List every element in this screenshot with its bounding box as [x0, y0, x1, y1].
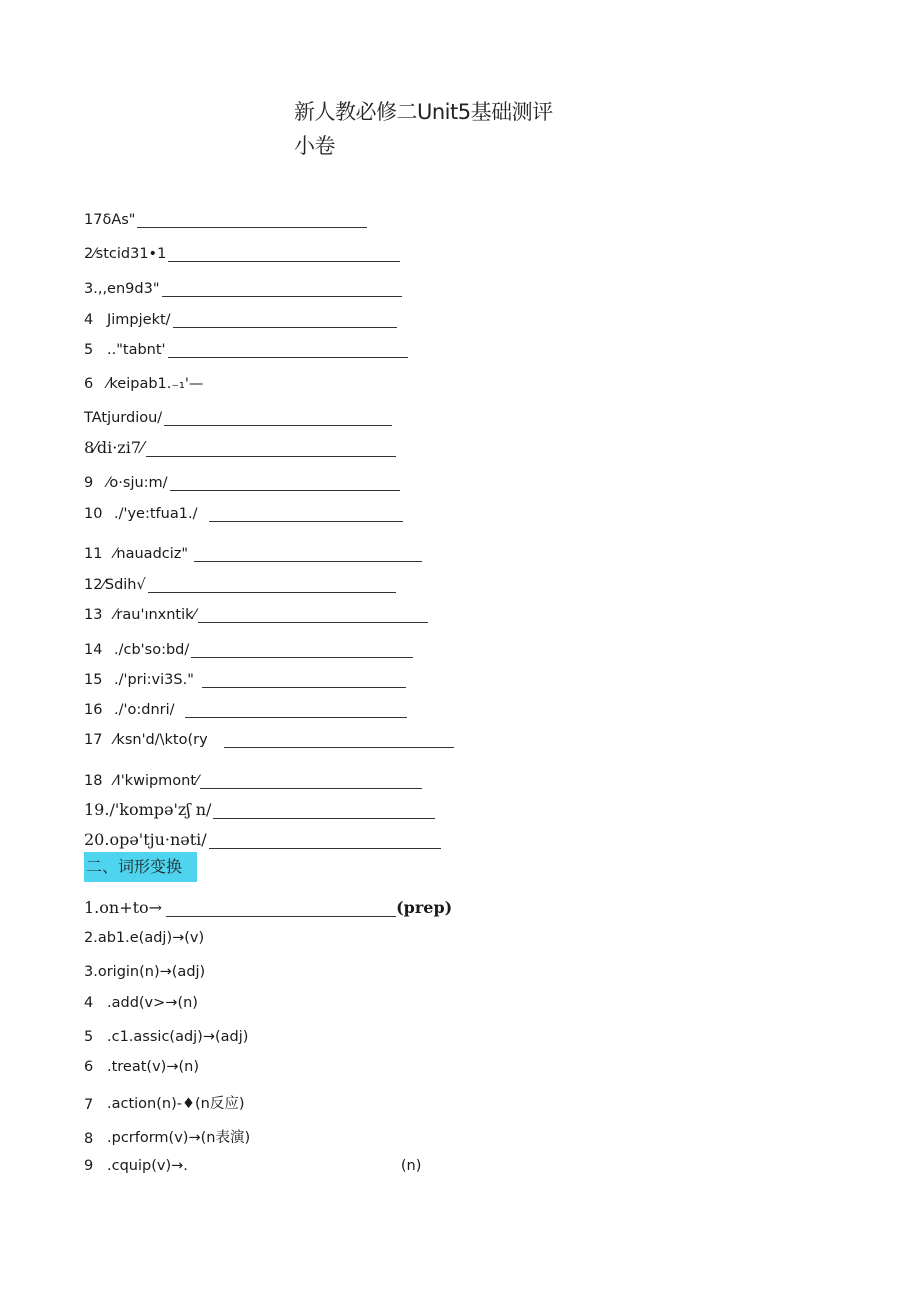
item-number: 7 — [84, 1097, 94, 1113]
item-number: 4 — [84, 995, 94, 1011]
list-item — [84, 275, 402, 297]
item-suffix: (n) — [400, 1158, 422, 1174]
item-text: .treat(v)→(n) — [107, 1059, 199, 1075]
answer-blank[interactable] — [173, 313, 397, 328]
list-item — [84, 767, 422, 789]
item-number: 6 — [84, 376, 94, 392]
item-text: .c1.assic(adj)→(adj) — [107, 1029, 249, 1045]
list-item — [84, 404, 392, 426]
answer-blank[interactable] — [224, 733, 454, 748]
answer-blank[interactable] — [191, 643, 413, 658]
item-text: ⁄keipab1.₋₁'— — [107, 376, 204, 392]
item-number: 18 — [84, 773, 103, 789]
list-item — [84, 1059, 199, 1075]
item-number: 4 — [84, 312, 94, 328]
item-text: ./cb'so:bd/ — [114, 642, 190, 658]
list-item — [84, 206, 367, 228]
answer-blank[interactable] — [170, 476, 400, 491]
item-text: 12⁄Sdih√ — [84, 577, 146, 593]
item-text: ./'o:dnri/ — [114, 702, 175, 718]
item-text: 8⁄di·zi7⁄ — [84, 438, 144, 457]
list-item — [84, 696, 407, 718]
page-subtitle: 小卷 — [294, 134, 335, 158]
answer-blank[interactable] — [162, 282, 402, 297]
item-text: 17δAs" — [84, 212, 136, 228]
list-item — [84, 306, 397, 328]
item-number: 15 — [84, 672, 103, 688]
item-text: ./'ye:tfua1./ — [114, 506, 198, 522]
list-item — [84, 1092, 244, 1113]
item-text: 3.,,en9d3" — [84, 281, 160, 297]
list-item — [84, 601, 428, 623]
item-text: ⁄rau'ınxntik⁄ — [114, 607, 196, 623]
list-item — [84, 1158, 421, 1174]
answer-blank[interactable] — [137, 213, 367, 228]
answer-blank[interactable] — [202, 673, 406, 688]
list-item — [84, 1126, 250, 1147]
item-text: 2.ab1.e(adj)→(v) — [84, 930, 205, 946]
answer-blank[interactable] — [166, 902, 396, 917]
list-item — [84, 995, 198, 1011]
list-item — [84, 636, 413, 658]
item-text: 3.origin(n)→(adj) — [84, 964, 206, 980]
item-text: .add(v>→(n) — [107, 995, 198, 1011]
page-title: 新人教必修二Unit5基础测评 — [294, 100, 553, 124]
list-item — [84, 571, 396, 593]
list-item — [84, 666, 406, 688]
item-text: ./'pri:vi3S." — [114, 672, 194, 688]
item-text: ⁄I'kwipmont⁄ — [114, 773, 199, 789]
list-item — [84, 964, 205, 980]
item-text: ⁄o·sju:m/ — [107, 475, 168, 491]
list-item — [84, 240, 400, 262]
list-item — [84, 336, 408, 358]
item-text: .."tabnt' — [107, 342, 166, 358]
answer-blank[interactable] — [200, 774, 422, 789]
item-number: 13 — [84, 607, 103, 623]
answer-blank[interactable] — [168, 343, 408, 358]
item-text: ⁄nauadciz" — [114, 546, 189, 562]
item-number: 5 — [84, 342, 94, 358]
answer-blank[interactable] — [209, 834, 441, 849]
item-text: TAtjurdiou/ — [84, 410, 163, 426]
answer-blank[interactable] — [146, 442, 396, 457]
list-item — [84, 797, 435, 819]
item-number: 16 — [84, 702, 103, 718]
item-text: 2⁄stcid31•1 — [84, 246, 167, 262]
item-number: 10 — [84, 506, 103, 522]
list-item — [84, 540, 422, 562]
answer-blank[interactable] — [164, 411, 392, 426]
answer-blank[interactable] — [194, 547, 422, 562]
answer-blank[interactable] — [185, 703, 407, 718]
item-number: 17 — [84, 732, 103, 748]
answer-blank[interactable] — [213, 804, 435, 819]
item-text: .cquip(v)→. — [107, 1158, 188, 1174]
answer-blank[interactable] — [198, 608, 428, 623]
list-item — [84, 469, 400, 491]
item-suffix: (prep) — [396, 898, 453, 917]
list-item — [84, 500, 403, 522]
item-text: 19./'kompə'zʃ n/ — [84, 800, 212, 819]
section-heading: 二、词形变换 — [84, 852, 197, 882]
item-text: 20.opə'tju·nəti/ — [84, 830, 207, 849]
list-item — [84, 1029, 248, 1045]
item-number: 8 — [84, 1131, 94, 1147]
item-number: 9 — [84, 1158, 94, 1174]
item-text: .action(n)-♦(n反应) — [107, 1096, 245, 1112]
item-number: 11 — [84, 546, 103, 562]
list-item — [84, 827, 441, 849]
item-text: .pcrform(v)→(n表演) — [107, 1130, 251, 1146]
list-item — [84, 435, 396, 457]
item-text: 1.on+to→ — [84, 898, 163, 917]
item-number: 6 — [84, 1059, 94, 1075]
item-number: 5 — [84, 1029, 94, 1045]
answer-blank[interactable] — [148, 578, 396, 593]
item-text: Jimpjekt/ — [107, 312, 171, 328]
list-item — [84, 370, 203, 392]
item-number: 9 — [84, 475, 94, 491]
list-item — [84, 898, 452, 917]
list-item — [84, 726, 454, 748]
answer-blank[interactable] — [168, 247, 400, 262]
item-number: 14 — [84, 642, 103, 658]
item-text: ⁄ksn'd/\kto(ry — [114, 732, 208, 748]
answer-blank[interactable] — [209, 507, 403, 522]
list-item — [84, 930, 204, 946]
